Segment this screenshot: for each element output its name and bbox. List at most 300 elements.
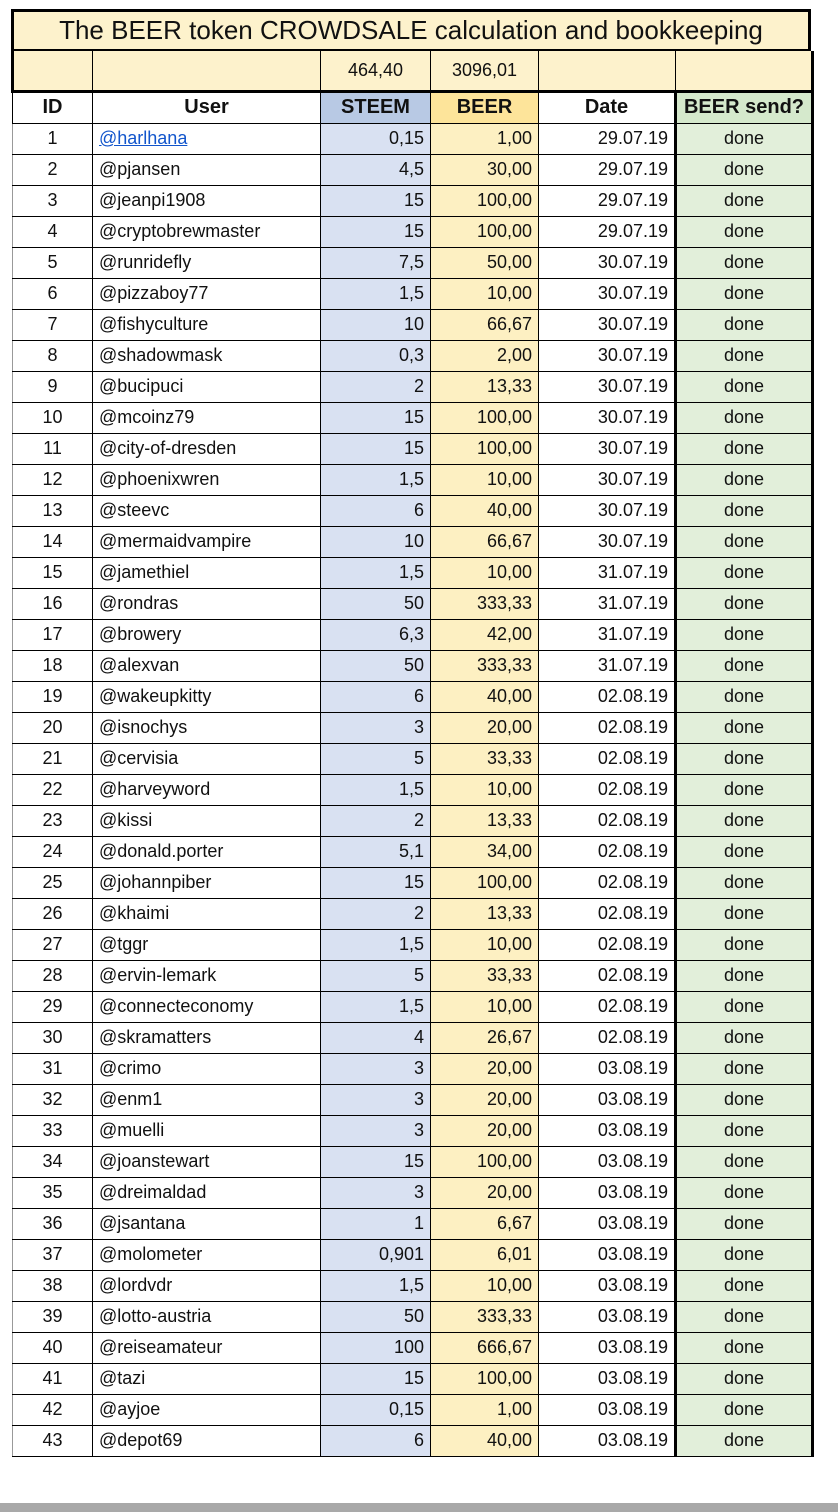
cell-beer-sent[interactable]: done — [676, 340, 813, 371]
cell-beer[interactable]: 33,33 — [431, 960, 539, 991]
cell-beer[interactable]: 333,33 — [431, 588, 539, 619]
cell-beer-sent[interactable]: done — [676, 154, 813, 185]
cell-id[interactable]: 39 — [13, 1301, 93, 1332]
cell-beer[interactable]: 40,00 — [431, 495, 539, 526]
cell-date[interactable]: 30.07.19 — [539, 309, 676, 340]
cell-steem[interactable]: 7,5 — [321, 247, 431, 278]
cell-beer-sent[interactable]: done — [676, 1301, 813, 1332]
cell-beer[interactable]: 33,33 — [431, 743, 539, 774]
cell-steem[interactable]: 4,5 — [321, 154, 431, 185]
cell-id[interactable]: 7 — [13, 309, 93, 340]
cell-beer[interactable]: 10,00 — [431, 1270, 539, 1301]
cell-id[interactable]: 1 — [13, 123, 93, 154]
table-row — [13, 960, 813, 991]
cell-beer[interactable]: 100,00 — [431, 867, 539, 898]
total-beer[interactable]: 3096,01 — [431, 51, 539, 91]
cell-beer[interactable]: 13,33 — [431, 371, 539, 402]
cell-date[interactable]: 03.08.19 — [539, 1239, 676, 1270]
cell-date[interactable]: 02.08.19 — [539, 712, 676, 743]
crowdsale-table — [11, 51, 814, 1457]
cell-user[interactable]: @ayjoe — [93, 1394, 321, 1425]
header-id[interactable]: ID — [13, 91, 93, 123]
cell-user[interactable]: @fishyculture — [93, 309, 321, 340]
cell-steem[interactable]: 0,901 — [321, 1239, 431, 1270]
cell-steem[interactable]: 15 — [321, 1146, 431, 1177]
cell-beer[interactable]: 100,00 — [431, 1146, 539, 1177]
cell-steem[interactable]: 3 — [321, 1053, 431, 1084]
cell-user[interactable]: @khaimi — [93, 898, 321, 929]
table-row — [13, 929, 813, 960]
cell-beer-sent[interactable]: done — [676, 1115, 813, 1146]
cell-user[interactable] — [93, 123, 321, 154]
table-row — [13, 340, 813, 371]
cell-id[interactable]: 8 — [13, 340, 93, 371]
cell-steem[interactable]: 1,5 — [321, 557, 431, 588]
cell-user[interactable]: @rondras — [93, 588, 321, 619]
cell-id[interactable]: 24 — [13, 836, 93, 867]
cell-beer-sent[interactable]: done — [676, 1425, 813, 1456]
cell-beer-sent[interactable]: done — [676, 588, 813, 619]
cell-date[interactable]: 30.07.19 — [539, 402, 676, 433]
cell-date[interactable]: 03.08.19 — [539, 1425, 676, 1456]
cell-beer-sent[interactable]: done — [676, 650, 813, 681]
cell-steem[interactable]: 6,3 — [321, 619, 431, 650]
cell-date[interactable]: 30.07.19 — [539, 526, 676, 557]
cell-id[interactable]: 4 — [13, 216, 93, 247]
cell-user[interactable]: @wakeupkitty — [93, 681, 321, 712]
cell-beer-sent[interactable]: done — [676, 309, 813, 340]
cell-beer-sent[interactable]: done — [676, 1146, 813, 1177]
table-row — [13, 1084, 813, 1115]
cell-beer-sent[interactable]: done — [676, 1053, 813, 1084]
cell-user[interactable]: @pjansen — [93, 154, 321, 185]
cell-beer-sent[interactable]: done — [676, 1363, 813, 1394]
cell-date[interactable]: 30.07.19 — [539, 433, 676, 464]
cell-id[interactable]: 38 — [13, 1270, 93, 1301]
cell-id[interactable]: 19 — [13, 681, 93, 712]
cell-beer[interactable]: 100,00 — [431, 185, 539, 216]
cell-steem[interactable]: 100 — [321, 1332, 431, 1363]
cell-date[interactable]: 30.07.19 — [539, 371, 676, 402]
cell-date[interactable]: 29.07.19 — [539, 123, 676, 154]
cell-date[interactable]: 30.07.19 — [539, 464, 676, 495]
cell-beer-sent[interactable]: done — [676, 743, 813, 774]
cell-steem[interactable]: 0,15 — [321, 123, 431, 154]
cell-beer[interactable]: 666,67 — [431, 1332, 539, 1363]
cell-beer-sent[interactable]: done — [676, 1022, 813, 1053]
cell-beer[interactable]: 40,00 — [431, 1425, 539, 1456]
table-row — [13, 247, 813, 278]
cell-beer[interactable]: 10,00 — [431, 557, 539, 588]
cell-beer[interactable]: 100,00 — [431, 216, 539, 247]
cell-user[interactable]: @johannpiber — [93, 867, 321, 898]
cell-id[interactable]: 13 — [13, 495, 93, 526]
cell-beer[interactable]: 50,00 — [431, 247, 539, 278]
cell-user[interactable]: @depot69 — [93, 1425, 321, 1456]
cell-beer[interactable]: 20,00 — [431, 1177, 539, 1208]
cell-beer-sent[interactable]: done — [676, 1239, 813, 1270]
cell-date[interactable]: 03.08.19 — [539, 1177, 676, 1208]
cell-beer-sent[interactable]: done — [676, 185, 813, 216]
cell-date[interactable]: 03.08.19 — [539, 1053, 676, 1084]
cell-user[interactable]: @jamethiel — [93, 557, 321, 588]
cell-user[interactable]: @cervisia — [93, 743, 321, 774]
cell-steem[interactable]: 15 — [321, 433, 431, 464]
cell-date[interactable]: 29.07.19 — [539, 154, 676, 185]
cell-user[interactable]: @alexvan — [93, 650, 321, 681]
cell-user[interactable]: @shadowmask — [93, 340, 321, 371]
table-row — [13, 557, 813, 588]
cell-id[interactable]: 31 — [13, 1053, 93, 1084]
cell-user[interactable]: @tggr — [93, 929, 321, 960]
cell-id[interactable]: 29 — [13, 991, 93, 1022]
cell-date[interactable]: 29.07.19 — [539, 216, 676, 247]
cell-date[interactable]: 02.08.19 — [539, 867, 676, 898]
cell-steem[interactable]: 2 — [321, 371, 431, 402]
cell-user[interactable]: @ervin-lemark — [93, 960, 321, 991]
cell-id[interactable]: 12 — [13, 464, 93, 495]
cell-id[interactable]: 6 — [13, 278, 93, 309]
cell-user[interactable]: @cryptobrewmaster — [93, 216, 321, 247]
cell-beer-sent[interactable]: done — [676, 1084, 813, 1115]
cell-id[interactable]: 41 — [13, 1363, 93, 1394]
cell-steem[interactable]: 1,5 — [321, 774, 431, 805]
cell-beer-sent[interactable]: done — [676, 1177, 813, 1208]
cell-date[interactable]: 02.08.19 — [539, 743, 676, 774]
cell-id[interactable]: 5 — [13, 247, 93, 278]
cell-user[interactable]: @skramatters — [93, 1022, 321, 1053]
total-steem[interactable]: 464,40 — [321, 51, 431, 91]
cell-steem[interactable]: 2 — [321, 898, 431, 929]
cell-date[interactable]: 02.08.19 — [539, 805, 676, 836]
table-row — [13, 309, 813, 340]
cell-user[interactable]: @reiseamateur — [93, 1332, 321, 1363]
cell-steem[interactable]: 1 — [321, 1208, 431, 1239]
table-row — [13, 805, 813, 836]
cell-id[interactable]: 28 — [13, 960, 93, 991]
table-row — [13, 898, 813, 929]
cell-beer-sent[interactable]: done — [676, 557, 813, 588]
cell-id[interactable]: 37 — [13, 1239, 93, 1270]
cell-user[interactable]: @kissi — [93, 805, 321, 836]
cell-beer[interactable]: 13,33 — [431, 805, 539, 836]
table-row — [13, 1053, 813, 1084]
cell-beer[interactable]: 100,00 — [431, 402, 539, 433]
header-steem[interactable]: STEEM — [321, 91, 431, 123]
table-row — [13, 278, 813, 309]
cell-date[interactable]: 30.07.19 — [539, 340, 676, 371]
cell-id[interactable]: 20 — [13, 712, 93, 743]
user-link[interactable]: @harlhana — [99, 128, 188, 148]
table-row — [13, 1301, 813, 1332]
cell-steem[interactable]: 2 — [321, 805, 431, 836]
cell-user[interactable]: @donald.porter — [93, 836, 321, 867]
cell-steem[interactable]: 50 — [321, 650, 431, 681]
cell-beer-sent[interactable]: done — [676, 712, 813, 743]
cell-date[interactable]: 31.07.19 — [539, 650, 676, 681]
cell-beer-sent[interactable]: done — [676, 619, 813, 650]
cell-beer-sent[interactable]: done — [676, 1394, 813, 1425]
cell-date[interactable]: 30.07.19 — [539, 278, 676, 309]
cell-beer-sent[interactable]: done — [676, 960, 813, 991]
cell-user[interactable]: @runridefly — [93, 247, 321, 278]
cell-user[interactable]: @crimo — [93, 1053, 321, 1084]
cell-beer[interactable]: 20,00 — [431, 712, 539, 743]
cell-id[interactable]: 22 — [13, 774, 93, 805]
cell-beer-sent[interactable]: done — [676, 1270, 813, 1301]
table-row — [13, 836, 813, 867]
cell-steem[interactable]: 1,5 — [321, 464, 431, 495]
cell-steem[interactable]: 5 — [321, 743, 431, 774]
cell-steem[interactable]: 15 — [321, 1363, 431, 1394]
cell-steem[interactable]: 50 — [321, 588, 431, 619]
cell-beer-sent[interactable]: done — [676, 867, 813, 898]
cell-id[interactable]: 43 — [13, 1425, 93, 1456]
cell-date[interactable]: 02.08.19 — [539, 991, 676, 1022]
cell-steem[interactable]: 0,15 — [321, 1394, 431, 1425]
cell-date[interactable]: 29.07.19 — [539, 185, 676, 216]
table-row — [13, 619, 813, 650]
cell-steem[interactable]: 10 — [321, 526, 431, 557]
cell-id[interactable]: 33 — [13, 1115, 93, 1146]
cell-id[interactable]: 42 — [13, 1394, 93, 1425]
cell-beer[interactable]: 42,00 — [431, 619, 539, 650]
cell-steem[interactable]: 15 — [321, 185, 431, 216]
header-beer[interactable]: BEER — [431, 91, 539, 123]
cell-user[interactable]: @mcoinz79 — [93, 402, 321, 433]
cell-beer[interactable]: 10,00 — [431, 464, 539, 495]
cell-beer-sent[interactable]: done — [676, 464, 813, 495]
cell-beer[interactable]: 10,00 — [431, 929, 539, 960]
cell-beer[interactable]: 66,67 — [431, 309, 539, 340]
cell-date[interactable]: 02.08.19 — [539, 1022, 676, 1053]
table-row — [13, 1332, 813, 1363]
cell-steem[interactable]: 4 — [321, 1022, 431, 1053]
cell-date[interactable]: 03.08.19 — [539, 1363, 676, 1394]
cell-user[interactable]: @dreimaldad — [93, 1177, 321, 1208]
cell-steem[interactable]: 6 — [321, 681, 431, 712]
cell-date[interactable]: 03.08.19 — [539, 1394, 676, 1425]
cell-id[interactable]: 27 — [13, 929, 93, 960]
cell-steem[interactable]: 50 — [321, 1301, 431, 1332]
table-row — [13, 185, 813, 216]
cell-steem[interactable]: 1,5 — [321, 929, 431, 960]
sheet-title: The BEER token CROWDSALE calculation and bookkeeping — [11, 9, 811, 51]
cell-user[interactable]: @city-of-dresden — [93, 433, 321, 464]
cell-user[interactable]: @lordvdr — [93, 1270, 321, 1301]
table-row — [13, 1270, 813, 1301]
cell-steem[interactable]: 3 — [321, 1177, 431, 1208]
cell-beer-sent[interactable]: done — [676, 898, 813, 929]
cell-date[interactable]: 03.08.19 — [539, 1301, 676, 1332]
cell-user[interactable]: @browery — [93, 619, 321, 650]
cell-user[interactable]: @lotto-austria — [93, 1301, 321, 1332]
cell-date[interactable]: 03.08.19 — [539, 1332, 676, 1363]
cell-beer[interactable]: 20,00 — [431, 1115, 539, 1146]
cell-date[interactable]: 31.07.19 — [539, 619, 676, 650]
cell-beer-sent[interactable]: done — [676, 1332, 813, 1363]
cell-date[interactable]: 03.08.19 — [539, 1084, 676, 1115]
cell-beer-sent[interactable]: done — [676, 774, 813, 805]
cell-beer-sent[interactable]: done — [676, 526, 813, 557]
cell-id[interactable]: 25 — [13, 867, 93, 898]
cell-beer[interactable]: 6,67 — [431, 1208, 539, 1239]
cell-beer-sent[interactable]: done — [676, 402, 813, 433]
cell-beer[interactable]: 333,33 — [431, 650, 539, 681]
cell-user[interactable]: @joanstewart — [93, 1146, 321, 1177]
cell-steem[interactable]: 6 — [321, 1425, 431, 1456]
cell-date[interactable]: 31.07.19 — [539, 588, 676, 619]
cell-beer-sent[interactable]: done — [676, 805, 813, 836]
table-row — [13, 123, 813, 154]
totals-empty-date — [539, 51, 676, 91]
cell-beer[interactable]: 10,00 — [431, 774, 539, 805]
cell-beer[interactable]: 100,00 — [431, 1363, 539, 1394]
cell-date[interactable]: 30.07.19 — [539, 247, 676, 278]
cell-user[interactable]: @tazi — [93, 1363, 321, 1394]
cell-steem[interactable]: 6 — [321, 495, 431, 526]
cell-steem[interactable]: 1,5 — [321, 991, 431, 1022]
table-row — [13, 774, 813, 805]
cell-date[interactable]: 02.08.19 — [539, 929, 676, 960]
horizontal-scrollbar[interactable] — [0, 1503, 838, 1512]
cell-beer[interactable]: 1,00 — [431, 123, 539, 154]
cell-date[interactable]: 02.08.19 — [539, 960, 676, 991]
cell-steem[interactable]: 0,3 — [321, 340, 431, 371]
cell-id[interactable]: 11 — [13, 433, 93, 464]
cell-date[interactable]: 02.08.19 — [539, 898, 676, 929]
cell-beer[interactable]: 333,33 — [431, 1301, 539, 1332]
cell-user[interactable]: @isnochys — [93, 712, 321, 743]
cell-beer-sent[interactable]: done — [676, 929, 813, 960]
cell-id[interactable]: 3 — [13, 185, 93, 216]
cell-steem[interactable]: 15 — [321, 216, 431, 247]
cell-steem[interactable]: 5 — [321, 960, 431, 991]
cell-beer-sent[interactable]: done — [676, 247, 813, 278]
cell-id[interactable]: 14 — [13, 526, 93, 557]
cell-beer-sent[interactable]: done — [676, 278, 813, 309]
cell-beer[interactable]: 13,33 — [431, 898, 539, 929]
cell-date[interactable]: 02.08.19 — [539, 681, 676, 712]
cell-steem[interactable]: 1,5 — [321, 1270, 431, 1301]
cell-user[interactable]: @enm1 — [93, 1084, 321, 1115]
cell-steem[interactable]: 3 — [321, 1084, 431, 1115]
cell-steem[interactable]: 1,5 — [321, 278, 431, 309]
cell-user[interactable]: @phoenixwren — [93, 464, 321, 495]
cell-steem[interactable]: 10 — [321, 309, 431, 340]
cell-date[interactable]: 03.08.19 — [539, 1115, 676, 1146]
cell-beer-sent[interactable]: done — [676, 681, 813, 712]
cell-date[interactable]: 03.08.19 — [539, 1208, 676, 1239]
cell-beer[interactable]: 20,00 — [431, 1084, 539, 1115]
cell-beer-sent[interactable]: done — [676, 216, 813, 247]
cell-user[interactable]: @harveyword — [93, 774, 321, 805]
cell-beer[interactable]: 6,01 — [431, 1239, 539, 1270]
cell-user[interactable]: @steevc — [93, 495, 321, 526]
cell-id[interactable]: 35 — [13, 1177, 93, 1208]
cell-user[interactable]: @pizzaboy77 — [93, 278, 321, 309]
cell-id[interactable]: 26 — [13, 898, 93, 929]
cell-steem[interactable]: 3 — [321, 712, 431, 743]
cell-steem[interactable]: 5,1 — [321, 836, 431, 867]
cell-beer[interactable]: 10,00 — [431, 278, 539, 309]
cell-id[interactable]: 9 — [13, 371, 93, 402]
cell-user[interactable]: @muelli — [93, 1115, 321, 1146]
cell-beer-sent[interactable]: done — [676, 433, 813, 464]
cell-beer[interactable]: 100,00 — [431, 433, 539, 464]
cell-id[interactable]: 10 — [13, 402, 93, 433]
header-beer-sent[interactable]: BEER send? — [676, 91, 813, 123]
cell-id[interactable]: 16 — [13, 588, 93, 619]
cell-beer[interactable]: 26,67 — [431, 1022, 539, 1053]
cell-date[interactable]: 02.08.19 — [539, 774, 676, 805]
cell-beer-sent[interactable]: done — [676, 1208, 813, 1239]
cell-beer-sent[interactable]: done — [676, 371, 813, 402]
cell-id[interactable]: 40 — [13, 1332, 93, 1363]
cell-beer-sent[interactable]: done — [676, 495, 813, 526]
cell-beer[interactable]: 1,00 — [431, 1394, 539, 1425]
cell-beer[interactable]: 20,00 — [431, 1053, 539, 1084]
cell-beer-sent[interactable]: done — [676, 836, 813, 867]
cell-date[interactable]: 30.07.19 — [539, 495, 676, 526]
cell-steem[interactable]: 15 — [321, 867, 431, 898]
table-row — [13, 402, 813, 433]
cell-date[interactable]: 03.08.19 — [539, 1270, 676, 1301]
cell-date[interactable]: 02.08.19 — [539, 836, 676, 867]
cell-beer[interactable]: 2,00 — [431, 340, 539, 371]
table-row — [13, 495, 813, 526]
table-row — [13, 1239, 813, 1270]
cell-beer-sent[interactable]: done — [676, 991, 813, 1022]
cell-beer-sent[interactable]: done — [676, 123, 813, 154]
cell-id[interactable]: 30 — [13, 1022, 93, 1053]
cell-user[interactable]: @mermaidvampire — [93, 526, 321, 557]
cell-id[interactable]: 36 — [13, 1208, 93, 1239]
table-row — [13, 743, 813, 774]
table-row — [13, 526, 813, 557]
cell-id[interactable]: 32 — [13, 1084, 93, 1115]
cell-id[interactable]: 2 — [13, 154, 93, 185]
cell-user[interactable]: @bucipuci — [93, 371, 321, 402]
cell-date[interactable]: 03.08.19 — [539, 1146, 676, 1177]
cell-user[interactable]: @jeanpi1908 — [93, 185, 321, 216]
header-date[interactable]: Date — [539, 91, 676, 123]
cell-id[interactable]: 17 — [13, 619, 93, 650]
cell-steem[interactable]: 15 — [321, 402, 431, 433]
cell-id[interactable]: 34 — [13, 1146, 93, 1177]
cell-user[interactable]: @jsantana — [93, 1208, 321, 1239]
cell-user[interactable]: @connecteconomy — [93, 991, 321, 1022]
cell-id[interactable]: 15 — [13, 557, 93, 588]
cell-id[interactable]: 18 — [13, 650, 93, 681]
cell-beer[interactable]: 66,67 — [431, 526, 539, 557]
cell-date[interactable]: 31.07.19 — [539, 557, 676, 588]
cell-beer[interactable]: 30,00 — [431, 154, 539, 185]
totals-empty-id — [13, 51, 93, 91]
table-row — [13, 588, 813, 619]
cell-steem[interactable]: 3 — [321, 1115, 431, 1146]
cell-id[interactable]: 21 — [13, 743, 93, 774]
cell-beer[interactable]: 40,00 — [431, 681, 539, 712]
table-row — [13, 371, 813, 402]
table-row — [13, 681, 813, 712]
cell-user[interactable]: @molometer — [93, 1239, 321, 1270]
header-user[interactable]: User — [93, 91, 321, 123]
table-row — [13, 216, 813, 247]
cell-beer[interactable]: 34,00 — [431, 836, 539, 867]
cell-id[interactable]: 23 — [13, 805, 93, 836]
cell-beer[interactable]: 10,00 — [431, 991, 539, 1022]
